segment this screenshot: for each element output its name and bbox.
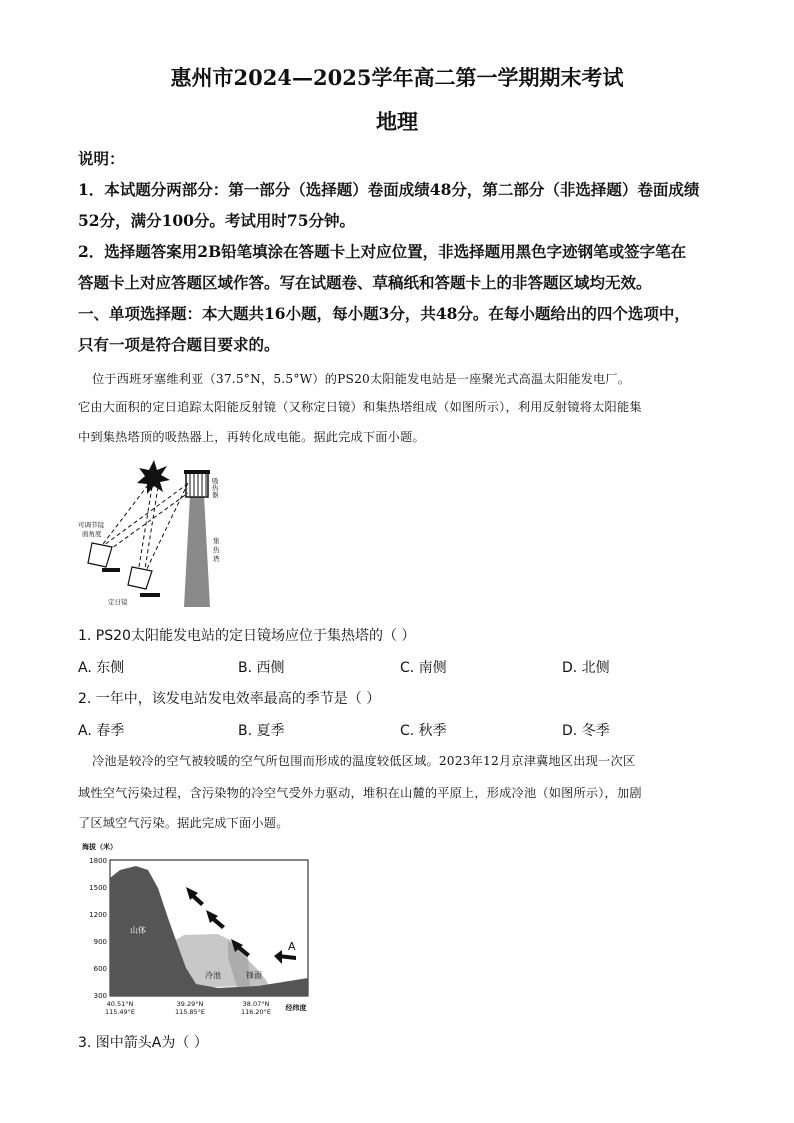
adjust-label-2: 面角度 <box>82 530 102 538</box>
instruction-line-1b: 52分，满分100分。考试用时75分钟。 <box>78 211 355 230</box>
q2-option-a[interactable]: A. 春季 <box>78 723 125 739</box>
passage1-line-2: 它由大面积的定日追踪太阳能反射镜（又称定日镜）和集热塔组成（如图所示），利用反射镜将太阳能集 <box>78 400 642 414</box>
question-3-stem: 3. 图中箭头A为（ ） <box>78 1035 208 1051</box>
tower-icon <box>184 470 210 607</box>
question-1-stem: 1. PS20太阳能发电站的定日镜场应位于集热塔的（ ） <box>78 628 416 644</box>
passage2-line-3: 了区域空气污染。据此完成下面小题。 <box>78 816 289 830</box>
y-tick-900: 900 <box>93 938 107 946</box>
q2-option-b[interactable]: B. 夏季 <box>238 723 285 739</box>
q2-option-d[interactable]: D. 冬季 <box>562 723 610 739</box>
x-tick-3-lon: 116.20°E <box>240 1008 272 1016</box>
y-tick-600: 600 <box>93 965 107 973</box>
q2-option-c[interactable]: C. 秋季 <box>400 723 447 739</box>
question-2-stem: 2. 一年中，该发电站发电效率最高的季节是（ ） <box>78 691 381 707</box>
heliostat-label: 定日镜 <box>108 598 128 606</box>
absorber-label-3: 器 <box>212 491 219 499</box>
tower-label-3: 塔 <box>213 555 220 563</box>
instructions-label: 说明： <box>78 149 125 168</box>
section-heading-line-2: 只有一项是符合题目要求的。 <box>78 335 280 354</box>
front-label: 锋面 <box>246 971 262 980</box>
x-tick-2-lon: 115.85°E <box>174 1008 206 1016</box>
passage2-line-2: 域性空气污染过程，含污染物的冷空气受外力驱动，堆积在山麓的平原上，形成冷池（如图所示），加剧 <box>78 786 642 800</box>
section-heading-line-1: 一、单项选择题：本大题共16小题，每小题3分，共48分。在每小题给出的四个选项中， <box>78 304 690 323</box>
q1-option-d[interactable]: D. 北侧 <box>562 660 610 676</box>
absorber-label-2: 热 <box>212 484 219 492</box>
passage1-line-3: 中到集热塔顶的吸热器上，再转化成电能。据此完成下面小题。 <box>78 430 425 444</box>
q1-option-c[interactable]: C. 南侧 <box>400 660 447 676</box>
instruction-line-2b: 答题卡上对应答题区域作答。写在试题卷、草稿纸和答题卡上的非答题区域均无效。 <box>78 273 652 292</box>
y-axis-title: 海拔（米） <box>82 843 117 851</box>
x-axis-title: 经纬度 <box>285 1004 307 1012</box>
coldpool-label: 冷池 <box>205 971 221 980</box>
q1-option-a[interactable]: A. 东侧 <box>78 660 125 676</box>
adjust-label-1: 可调节镜 <box>78 521 104 529</box>
y-tick-1500: 1500 <box>89 884 107 892</box>
tower-label-2: 热 <box>213 546 220 554</box>
y-tick-1200: 1200 <box>89 911 107 919</box>
absorber-label-1: 吸 <box>212 477 219 485</box>
y-tick-300: 300 <box>93 992 107 1000</box>
instruction-line-1a: 1．本试题分两部分：第一部分（选择题）卷面成绩48分，第二部分（非选择题）卷面成绩 <box>78 180 700 199</box>
passage1-line-1: 位于西班牙塞维利亚（37.5°N，5.5°W）的PS20太阳能发电站是一座聚光式高温太阳能发电厂。 <box>92 372 631 386</box>
subject-title: 地理 <box>376 109 418 134</box>
arrow-a-label: A <box>288 940 296 953</box>
passage2-line-1: 冷池是较冷的空气被较暖的空气所包围而形成的温度较低区域。2023年12月京津冀地区出现一次区 <box>92 754 636 768</box>
mountain-label: 山体 <box>130 926 146 935</box>
x-tick-1-lat: 40.51°N <box>106 1000 134 1008</box>
cold-pool-figure <box>78 838 318 1024</box>
x-tick-3-lat: 38.07°N <box>242 1000 270 1008</box>
y-tick-1800: 1800 <box>89 857 107 865</box>
exam-title: 惠州市2024—2025学年高二第一学期期末考试 <box>170 65 624 90</box>
q1-option-b[interactable]: B. 西侧 <box>238 660 285 676</box>
tower-label-1: 集 <box>213 537 220 545</box>
x-tick-2-lat: 39.29°N <box>176 1000 204 1008</box>
instruction-line-2a: 2．选择题答案用2B铅笔填涂在答题卡上对应位置，非选择题用黑色字迹钢笔或签字笔在 <box>78 242 687 261</box>
x-tick-1-lon: 115.49°E <box>104 1008 136 1016</box>
solar-tower-figure <box>78 455 238 615</box>
